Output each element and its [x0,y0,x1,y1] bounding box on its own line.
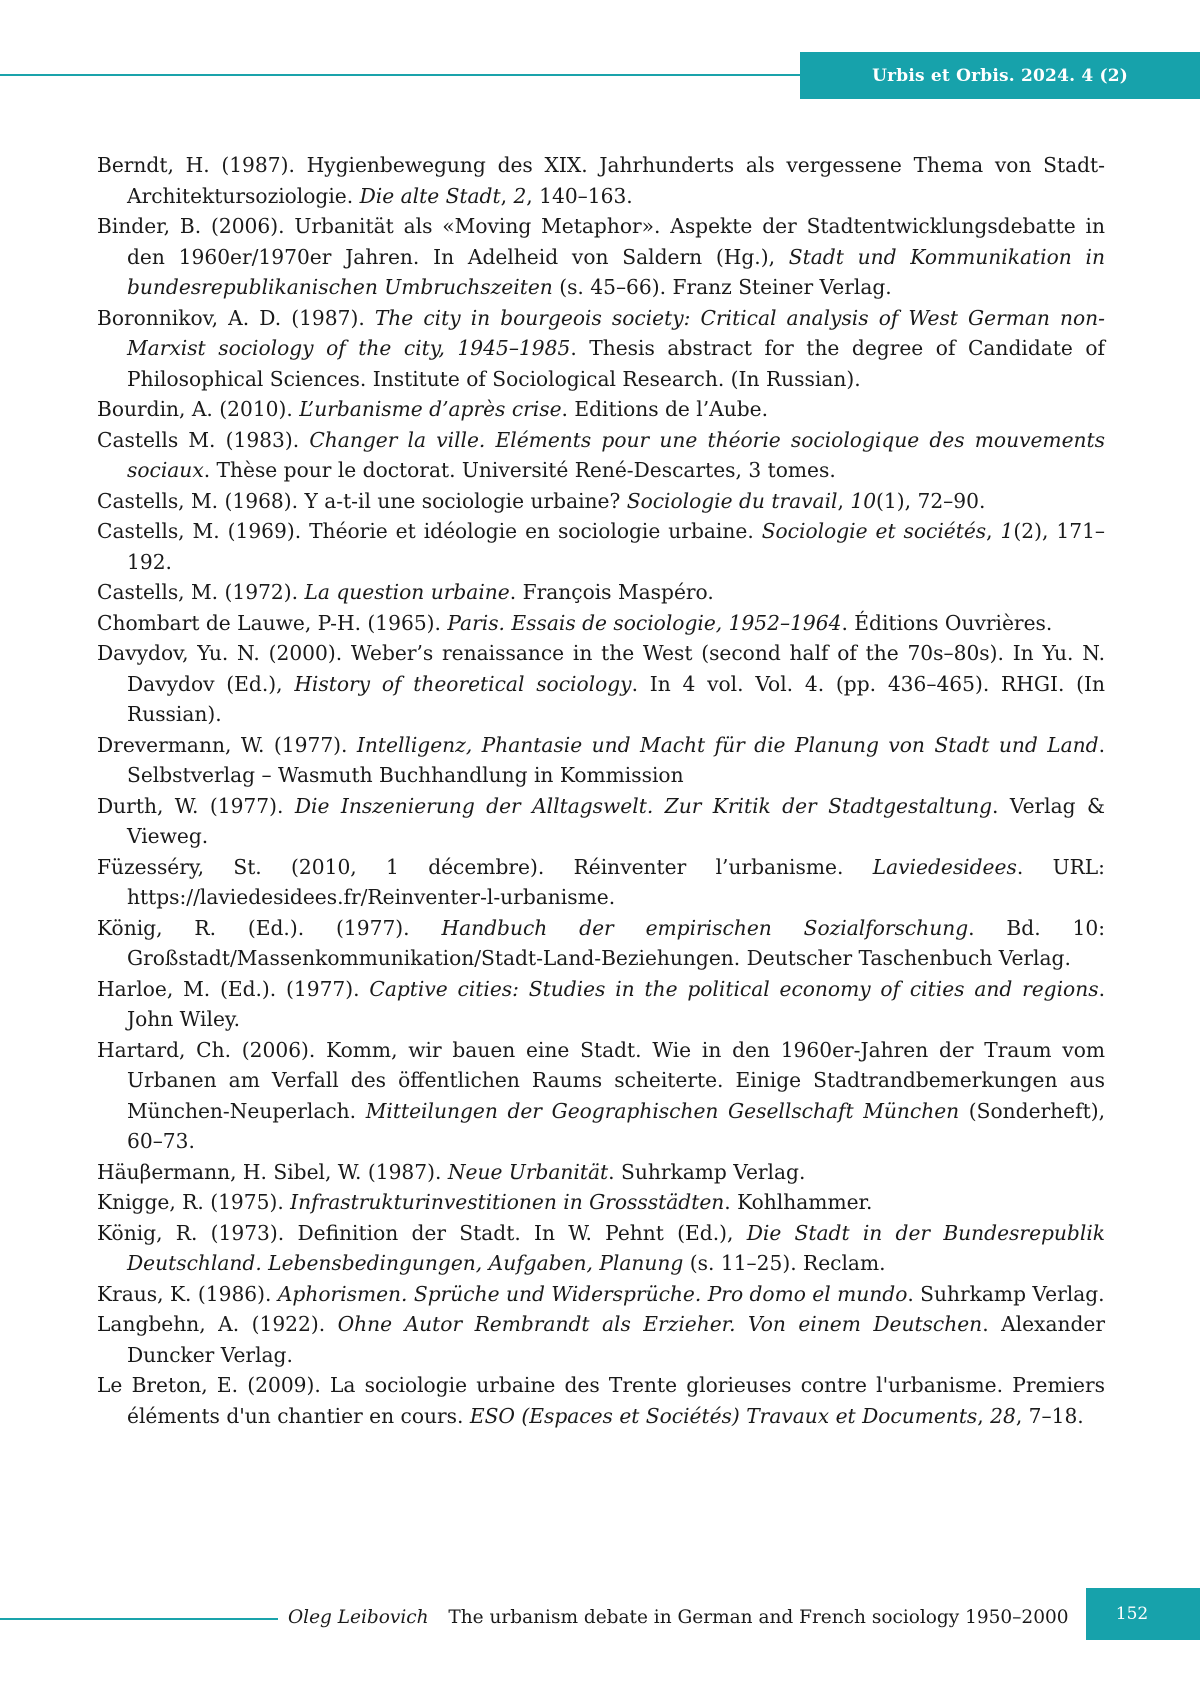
reference-italic-segment: 2 [513,183,527,208]
reference-segment: Kraus, K. (1986). [97,1281,278,1306]
reference-italic-segment: Captive cities: Studies in the political economy of cities and regions [369,976,1099,1001]
reference-italic-segment: Laviedesidees [872,854,1017,879]
reference-entry [97,1187,1105,1218]
reference-italic-segment: History of theoretical sociology [294,671,632,696]
reference-segment: , [986,519,1001,543]
header-rule [0,74,800,76]
reference-italic-segment: Intelligenz, Phantasie und Macht für die Planung von Stadt und Land [356,732,1099,757]
reference-entry [97,730,1105,791]
reference-entry [97,791,1105,852]
reference-italic-segment: La question urbaine [304,580,510,604]
reference-segment: Davydov, Yu. N. (2000). Weber’s renaissance in the West (second half of the 70s–80s). In Yu. N. Davydov (Ed.), [97,641,1105,696]
reference-segment: Langbehn, A. (1922). [97,1312,338,1336]
reference-entry [97,974,1105,1035]
reference-segment: König, R. (1973). Definition der Stadt. In W. Pehnt (Ed.), [97,1220,747,1245]
reference-segment: , [500,183,514,208]
page-number: 152 [1086,1588,1200,1640]
reference-italic-segment: Paris. Essais de sociologie, 1952–1964 [447,610,842,635]
reference-entry [97,577,1105,608]
reference-segment: Chombart de Lauwe, P-H. (1965). [97,610,448,635]
reference-segment: . Thèse pour le doctorat. Université René-Descartes, 3 tomes. [203,458,836,482]
reference-segment: König, R. (Ed.). (1977). [97,915,442,940]
reference-italic-segment: Die Stadt in der Bundesrepublik Deutschland. Lebensbedingungen, Aufgaben, Planung [127,1220,1106,1275]
reference-segment: . Editions de l’Aube. [561,397,769,421]
reference-segment: Le Breton, E. (2009). La sociologie urbaine des Trente glorieuses contre l'urbanisme. Premiers éléments d'un chantier en cours. [97,1373,1105,1428]
reference-entry [97,150,1105,211]
reference-segment: . Éditions Ouvrières. [841,610,1053,635]
journal-header: Urbis et Orbis. 2024. 4 (2) [800,52,1200,99]
reference-segment: , 140–163. [526,183,633,208]
reference-segment: Häuβermann, H. Sibel, W. (1987). [97,1159,448,1184]
reference-italic-segment: Ohne Autor Rembrandt als Erzieher. Von einem Deutschen [337,1312,983,1336]
reference-segment: . Selbstverlag – Wasmuth Buchhandlung in Kommission [127,732,1105,787]
reference-italic-segment: Aphorismen. Sprüche und Widersprüche. Pro domo el mundo [277,1281,908,1306]
reference-segment: . Suhrkamp Verlag. [608,1159,806,1184]
reference-segment: Drevermann, W. (1977). [97,732,357,757]
reference-segment: (s. 11–25). Reclam. [683,1251,886,1275]
reference-entry [97,608,1105,639]
reference-segment: . URL: https://laviedesidees.fr/Reinventer-l-urbanisme. [127,854,1105,909]
reference-italic-segment: 10 [850,488,877,513]
footer-author: Oleg Leibovich [288,1607,429,1628]
reference-italic-segment: Sociologie et sociétés [761,519,987,543]
reference-entry [97,1370,1105,1431]
footer-title: The urbanism debate in German and French sociology 1950–2000 [448,1607,1069,1628]
reference-segment: . François Maspéro. [509,580,714,604]
reference-italic-segment: ESO (Espaces et Sociétés) Travaux et Documents [469,1403,978,1428]
reference-italic-segment: Die Inszenierung der Alltagswelt. Zur Kritik der Stadtgestaltung [294,793,993,818]
reference-segment: (Sonderheft), 60–73. [127,1098,1105,1153]
reference-segment: Boronnikov, A. D. (1987). [97,305,375,330]
reference-segment: Castells, M. (1972). [97,580,305,604]
reference-segment: Castells, M. (1969). Théorie et idéologie en sociologie urbaine. [97,519,762,543]
reference-segment: . Suhrkamp Verlag. [907,1281,1105,1306]
reference-italic-segment: 1 [1000,519,1014,543]
reference-segment: (s. 45–66). Franz Steiner Verlag. [552,275,892,299]
reference-entry [97,394,1105,425]
reference-italic-segment: Sociologie du travail [626,488,838,513]
running-footer [288,1603,1068,1633]
reference-entry [97,425,1105,486]
reference-italic-segment: Die alte Stadt [359,183,501,208]
reference-segment: . Bd. 10: Großstadt/Massenkommunikation/Stadt-Land-Beziehungen. Deutscher Taschenbuch Verlag. [127,915,1105,970]
reference-entry [97,913,1105,974]
reference-segment: Durth, W. (1977). [97,793,295,818]
reference-segment: Knigge, R. (1975). [97,1190,291,1214]
reference-italic-segment: Stadt und Kommunikation in bundesrepublikanischen Umbruchszeiten [127,244,1105,299]
reference-entry [97,303,1105,395]
reference-segment: Berndt, H. (1987). Hygienbewegung des XIX. Jahrhunderts als vergessene Thema von Stadt-Architektursoziologie. [97,153,1105,208]
reference-segment: , [977,1403,991,1428]
footer-rule [0,1618,278,1620]
reference-segment: . In 4 vol. Vol. 4. (pp. 436–465). RHGI. (In Russian). [127,671,1105,726]
reference-segment: . Kohlhammer. [724,1190,873,1214]
reference-entry [97,1157,1105,1188]
reference-entry [97,486,1105,517]
reference-segment: Bourdin, A. (2010). [97,397,300,421]
reference-italic-segment: The city in bourgeois society: Critical analysis of West German non-Marxist sociology of the city, 1945–1985 [127,305,1105,360]
reference-segment: Binder, B. (2006). Urbanität als «Moving Metaphor». Aspekte der Stadtentwicklungsdebatte in den 1960er/1970er Jahren. In Adelheid von Saldern (Hg.), [97,214,1105,269]
reference-entry [97,852,1105,913]
reference-segment: Castells M. (1983). [97,427,310,452]
reference-italic-segment: L’urbanisme d’après crise [299,397,562,421]
reference-entry [97,638,1105,730]
reference-italic-segment: Infrastrukturinvestitionen in Grossstädten [290,1190,725,1214]
reference-italic-segment: Handbuch der empirischen Sozialforschung [441,915,969,940]
reference-segment: . Verlag & Vieweg. [127,793,1105,848]
reference-italic-segment: Changer la ville. Eléments pour une théorie sociologique des mouvements sociaux [127,427,1105,482]
reference-segment: Hartard, Ch. (2006). Komm, wir bauen eine Stadt. Wie in den 1960er-Jahren der Traum vom Urbanen am Verfall des öffentlichen Raums scheiterte. Einige Stadtrandbemerkungen aus München-Neuperlach. [97,1037,1105,1123]
reference-entry [97,1309,1105,1370]
reference-segment: Harloe, M. (Ed.). (1977). [97,976,370,1001]
reference-segment: , [837,488,851,513]
reference-segment: . Thesis abstract for the degree of Candidate of Philosophical Sciences. Institute of Sociological Research. (In Russian). [127,336,1106,391]
reference-italic-segment: 28 [990,1403,1016,1428]
reference-segment: Castells, M. (1968). Y a-t-il une sociologie urbaine? [97,488,627,513]
reference-entry [97,1218,1105,1279]
reference-segment: . Alexander Duncker Verlag. [127,1312,1106,1367]
reference-entry [97,1279,1105,1310]
reference-entry [97,211,1105,303]
reference-segment: (1), 72–90. [876,488,986,513]
reference-italic-segment: Neue Urbanität [447,1159,609,1184]
reference-segment: . John Wiley. [127,976,1105,1031]
reference-segment: Füzesséry, St. (2010, 1 décembre). Réinventer l’urbanisme. [97,854,873,879]
reference-segment: (2), 171–192. [127,519,1106,574]
reference-entry [97,1035,1105,1157]
reference-entry [97,516,1105,577]
reference-segment: , 7–18. [1015,1403,1084,1428]
reference-list [97,150,1105,1431]
reference-italic-segment: Mitteilungen der Geographischen Gesellschaft München [365,1098,960,1123]
